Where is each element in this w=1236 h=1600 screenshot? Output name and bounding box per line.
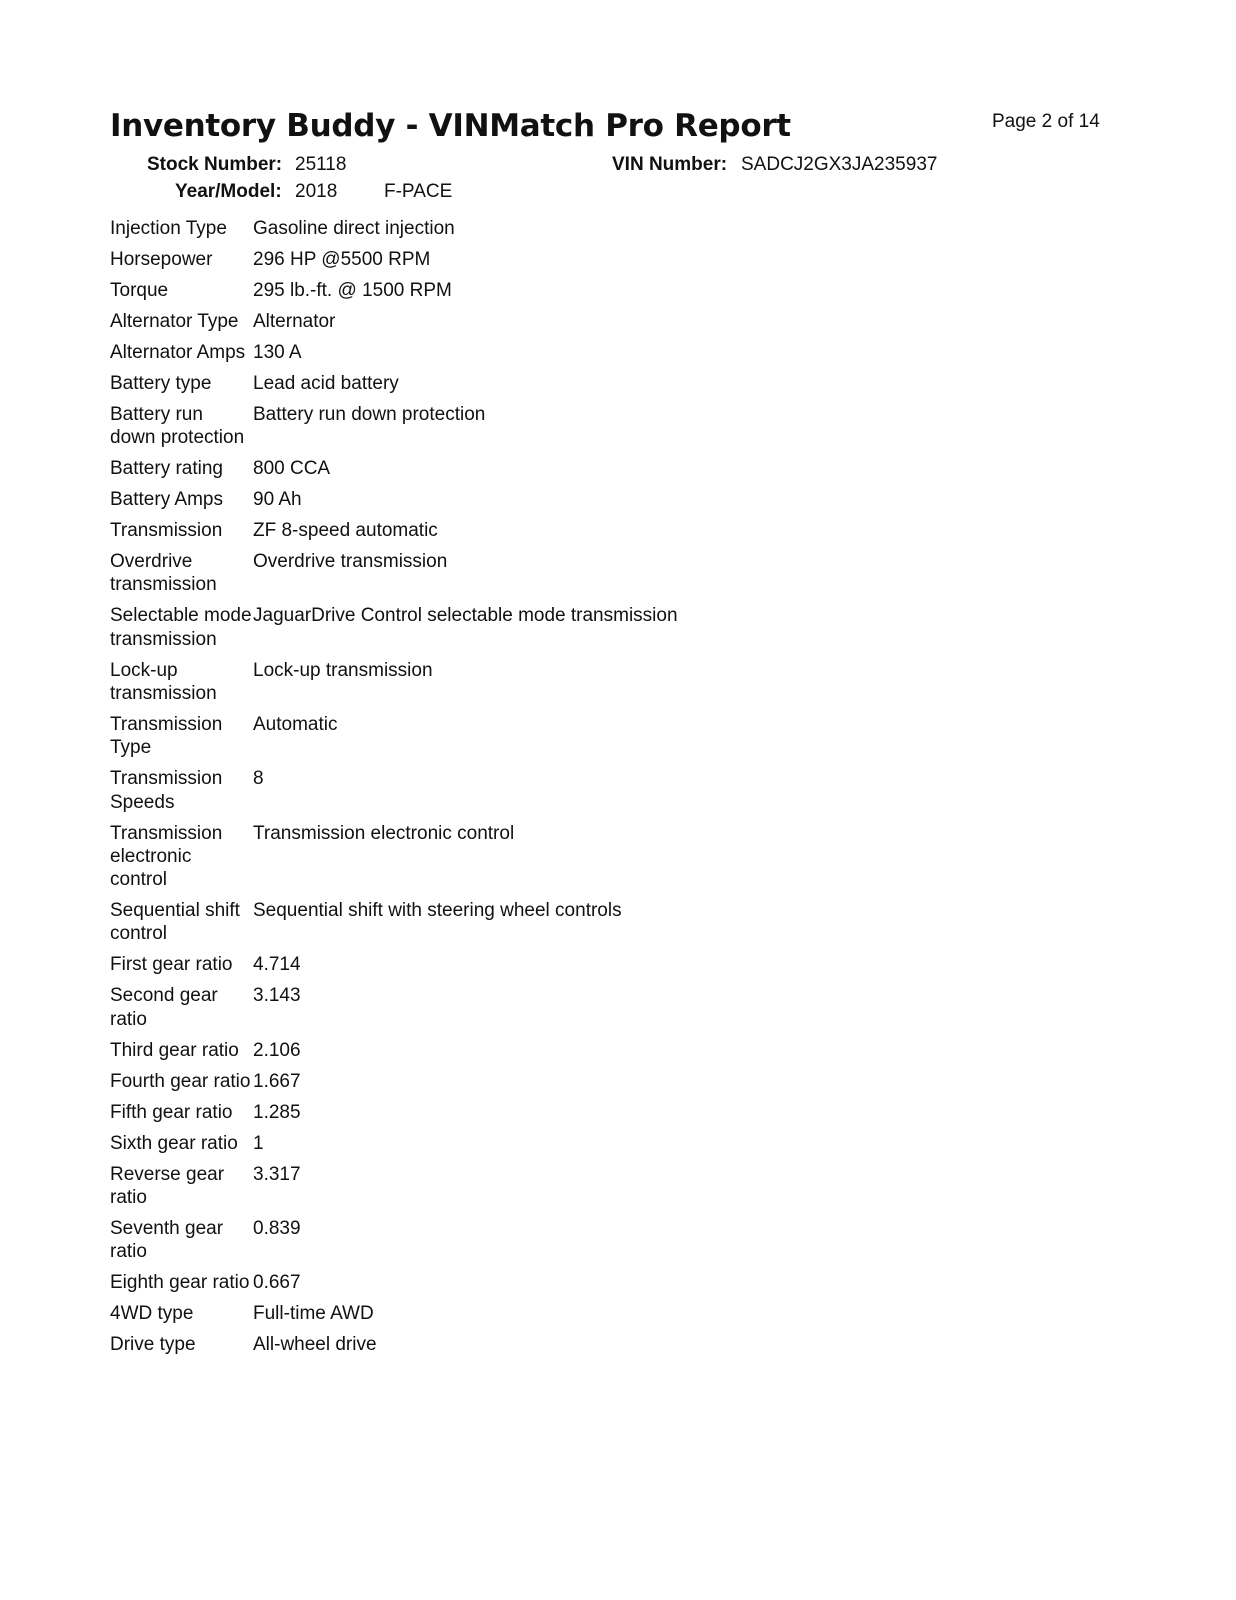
spec-value: 0.667: [253, 1272, 301, 1294]
spec-row: [110, 519, 810, 550]
spec-row: [110, 953, 810, 984]
spec-label: Transmission: [110, 520, 223, 542]
specs-table: [110, 217, 810, 1364]
spec-value: 90 Ah: [253, 489, 302, 511]
spec-row: [110, 1039, 810, 1070]
spec-label: Eighth gear ratio: [110, 1272, 250, 1294]
year-value: 2018: [295, 181, 338, 202]
spec-label: Transmission Speeds: [110, 768, 223, 813]
spec-value: 1.285: [253, 1101, 301, 1123]
spec-row: [110, 822, 810, 900]
spec-label: Battery rating: [110, 458, 223, 480]
spec-value: Lock-up transmission: [253, 659, 433, 681]
spec-row: [110, 1101, 810, 1132]
spec-label: Drive type: [110, 1334, 196, 1356]
spec-label: Third gear ratio: [110, 1039, 239, 1061]
spec-row: [110, 488, 810, 519]
spec-label: Sequential shift control: [110, 900, 240, 945]
vin-number-label: VIN Number:: [612, 154, 728, 175]
spec-value: 130 A: [253, 341, 302, 363]
spec-value: Gasoline direct injection: [253, 218, 455, 239]
spec-label: Transmission electronic control: [110, 822, 223, 891]
spec-value: ZF 8-speed automatic: [253, 520, 438, 542]
specs-body: [110, 217, 810, 1364]
spec-value: 1: [253, 1132, 264, 1154]
spec-row: [110, 341, 810, 372]
spec-value: Battery run down protection: [253, 403, 486, 425]
spec-label: Reverse gear ratio: [110, 1163, 225, 1208]
spec-row: [110, 403, 810, 457]
spec-row: [110, 1217, 810, 1271]
spec-row: [110, 1163, 810, 1217]
spec-row: [110, 248, 810, 279]
spec-label: Battery type: [110, 372, 212, 394]
spec-value: All-wheel drive: [253, 1334, 377, 1356]
vin-number-value: SADCJ2GX3JA235937: [741, 154, 938, 175]
spec-label: Injection Type: [110, 218, 227, 239]
spec-label: Alternator Type: [110, 310, 239, 332]
spec-label: 4WD type: [110, 1303, 194, 1325]
spec-row: [110, 1271, 810, 1302]
spec-row: [110, 217, 810, 248]
spec-value: JaguarDrive Control selectable mode transmission: [253, 605, 678, 627]
spec-label: Overdrive transmission: [110, 551, 217, 596]
spec-label: Alternator Amps: [110, 341, 246, 363]
spec-row: [110, 767, 810, 821]
page-number: Page 2 of 14: [992, 111, 1100, 132]
spec-row: [110, 372, 810, 403]
spec-row: [110, 604, 810, 658]
spec-row: [110, 713, 810, 767]
spec-value: Overdrive transmission: [253, 551, 448, 573]
spec-label: Sixth gear ratio: [110, 1132, 238, 1154]
stock-number-value: 25118: [295, 154, 347, 175]
spec-value: 295 lb.-ft. @ 1500 RPM: [253, 279, 452, 301]
year-model-label: Year/Model:: [175, 181, 282, 202]
spec-value: 3.317: [253, 1163, 301, 1185]
stock-number-label: Stock Number:: [147, 154, 283, 175]
spec-value: 800 CCA: [253, 458, 331, 480]
spec-row: [110, 1132, 810, 1163]
spec-label: Seventh gear ratio: [110, 1217, 224, 1263]
spec-label: Fifth gear ratio: [110, 1101, 233, 1123]
spec-label: First gear ratio: [110, 954, 233, 976]
spec-value: 296 HP @5500 RPM: [253, 248, 431, 270]
spec-label: Battery Amps: [110, 489, 223, 511]
spec-value: Automatic: [253, 713, 338, 735]
spec-label: Torque: [110, 279, 169, 301]
spec-label: Horsepower: [110, 248, 213, 270]
spec-label: Second gear ratio: [110, 985, 218, 1030]
spec-label: Fourth gear ratio: [110, 1070, 251, 1092]
spec-row: [110, 279, 810, 310]
spec-row: [110, 1333, 810, 1364]
spec-value: 0.839: [253, 1217, 301, 1239]
spec-value: 2.106: [253, 1039, 301, 1061]
spec-value: Sequential shift with steering wheel controls: [253, 900, 622, 922]
model-value: F-PACE: [384, 181, 453, 202]
spec-label: Lock-up transmission: [110, 659, 217, 704]
spec-value: Transmission electronic control: [253, 822, 515, 844]
spec-label: Transmission Type: [110, 713, 223, 759]
spec-row: [110, 457, 810, 488]
spec-row: [110, 899, 810, 953]
spec-row: [110, 310, 810, 341]
spec-row: [110, 1070, 810, 1101]
spec-label: Selectable mode transmission: [110, 605, 252, 650]
spec-label: Battery run down protection: [110, 403, 245, 449]
spec-value: Full-time AWD: [253, 1303, 374, 1325]
spec-row: [110, 659, 810, 713]
spec-value: Alternator: [253, 310, 336, 332]
spec-value: 8: [253, 768, 264, 790]
spec-value: 1.667: [253, 1070, 301, 1092]
spec-row: [110, 1302, 810, 1333]
spec-value: 3.143: [253, 985, 301, 1007]
spec-value: Lead acid battery: [253, 372, 399, 394]
spec-row: [110, 984, 810, 1038]
spec-row: [110, 550, 810, 604]
spec-value: 4.714: [253, 954, 301, 976]
report-title: Inventory Buddy - VINMatch Pro Report: [110, 108, 791, 144]
